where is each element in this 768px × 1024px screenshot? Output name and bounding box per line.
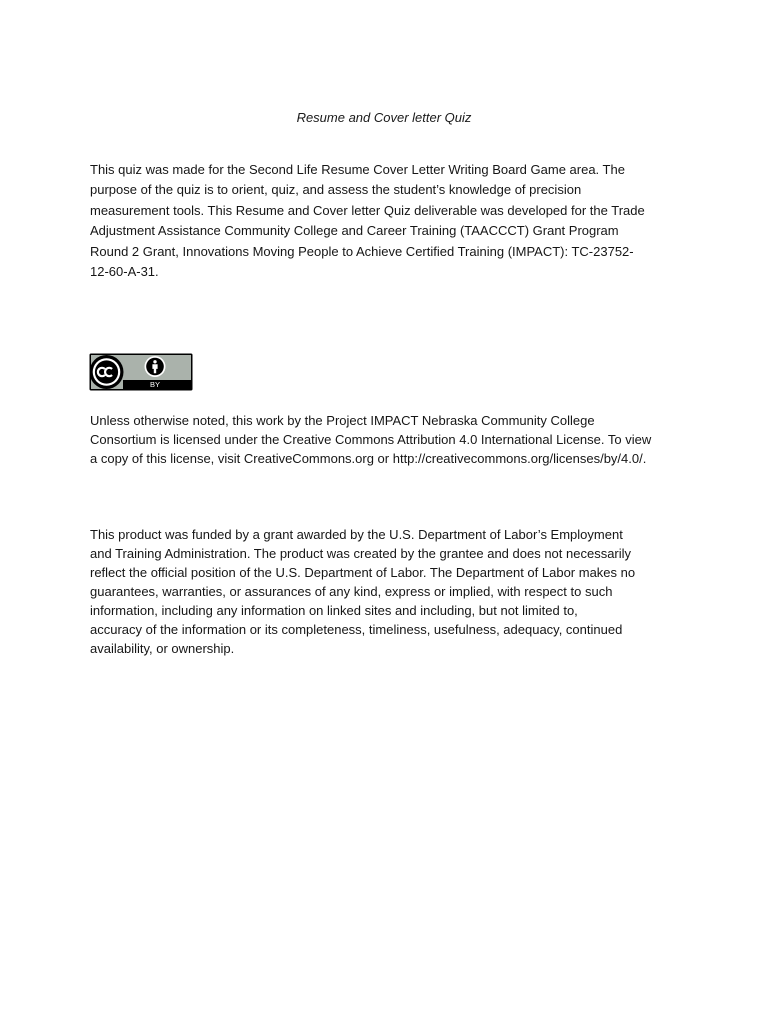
paragraph-line: guarantees, warranties, or assurances of any kind, express or implied, with respect to such — [90, 584, 613, 599]
paragraph-line: measurement tools. This Resume and Cover letter Quiz deliverable was developed for the Trade — [90, 202, 645, 218]
paragraph-line: and Training Administration. The product was created by the grantee and does not necessarily — [90, 546, 632, 561]
paragraph-line: This quiz was made for the Second Life Resume Cover Letter Writing Board Game area. The — [90, 162, 625, 177]
intro-paragraph — [90, 160, 700, 282]
paragraph-line: information, including any information on linked sites and including, but not limited to, — [90, 603, 578, 618]
paragraph-line: Adjustment Assistance Community College and Career Training (TAACCCT) Grant Program — [90, 223, 619, 239]
funding-disclaimer-paragraph — [90, 525, 700, 658]
cc-by-label: BY — [149, 380, 161, 390]
paragraph-line: Unless otherwise noted, this work by the Project IMPACT Nebraska Community College — [90, 413, 595, 428]
document-title: Resume and Cover letter Quiz — [296, 110, 472, 125]
license-paragraph — [90, 411, 700, 469]
paragraph-line: accuracy of the information or its completeness, timeliness, usefulness, adequacy, continued — [90, 622, 623, 637]
paragraph-line: 12-60-A-31. — [90, 264, 159, 280]
paragraph-line: reflect the official position of the U.S. Department of Labor. The Department of Labor makes no — [90, 565, 636, 580]
paragraph-line: Round 2 Grant, Innovations Moving People to Achieve Certified Training (IMPACT): TC-23752- — [90, 243, 634, 259]
creative-commons-by-icon[interactable] — [89, 353, 193, 391]
paragraph-line: Consortium is licensed under the Creative Commons Attribution 4.0 International License. To view — [90, 432, 652, 448]
paragraph-line: availability, or ownership. — [90, 641, 235, 656]
paragraph-line: This product was funded by a grant awarded by the U.S. Department of Labor’s Employment — [90, 527, 623, 542]
paragraph-line: a copy of this license, visit CreativeCommons.org or http://creativecommons.org/licenses/by/4.0/. — [90, 451, 647, 467]
paragraph-line: purpose of the quiz is to orient, quiz, and assess the student’s knowledge of precision — [90, 182, 582, 198]
